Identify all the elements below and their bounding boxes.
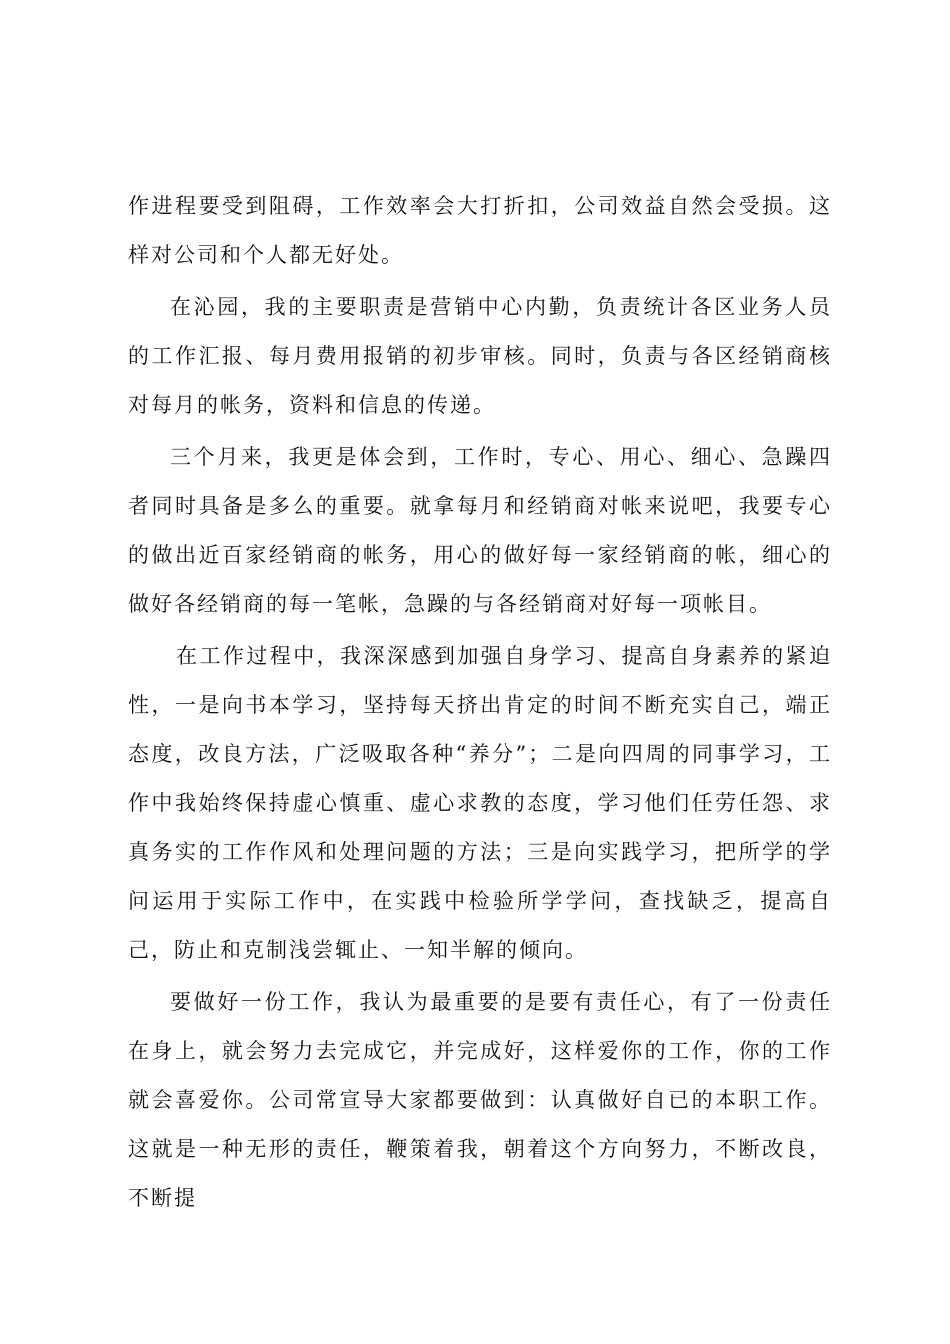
paragraph-learning: 在工作过程中，我深深感到加强自身学习、提高自身素养的紧迫性，一是向书本学习，坚持每天挤出肯定的时间不断充实自己，端正态度，改良方法，广泛吸取各种“养分”；二是向四周的同事学习，工作中我始终保持虚心慎重、虚心求教的态度，学习他们任劳任怨、求真务实的工作作风和处理问题的方法；三是向实践学习，把所学的学问运用于实际工作中，在实践中检验所学学问，查找缺乏，提高自己，防止和克制浅尝辄止、一知半解的倾向。 (128, 644, 832, 962)
paragraph-responsibility: 要做好一份工作，我认为最重要的是要有责任心，有了一份责任在身上，就会努力去完成它，并完成好，这样爱你的工作，你的工作就会喜爱你。公司常宣导大家都要做到：认真做好自已的本职工作。这就是一种无形的责任，鞭策着我，朝着这个方向努力，不断改良，不断提 (128, 990, 832, 1210)
paragraph-continuation: 作进程要受到阻碍，工作效率会大打折扣，公司效益自然会受损。这样对公司和个人都无好处。 (128, 194, 832, 267)
paragraph-duties: 在沁园，我的主要职责是营销中心内勤，负责统计各区业务人员的工作汇报、每月费用报销的初步审核。同时，负责与各区经销商核对每月的帐务，资料和信息的传递。 (128, 295, 832, 417)
body-text (128, 182, 832, 1226)
paragraph-three-months: 三个月来，我更是体会到，工作时，专心、用心、细心、急躁四者同时具备是多么的重要。就拿每月和经销商对帐来说吧，我要专心的做出近百家经销商的帐务，用心的做好每一家经销商的帐，细心的做好各经销商的每一笔帐，急躁的与各经销商对好每一项帐目。 (128, 445, 832, 616)
